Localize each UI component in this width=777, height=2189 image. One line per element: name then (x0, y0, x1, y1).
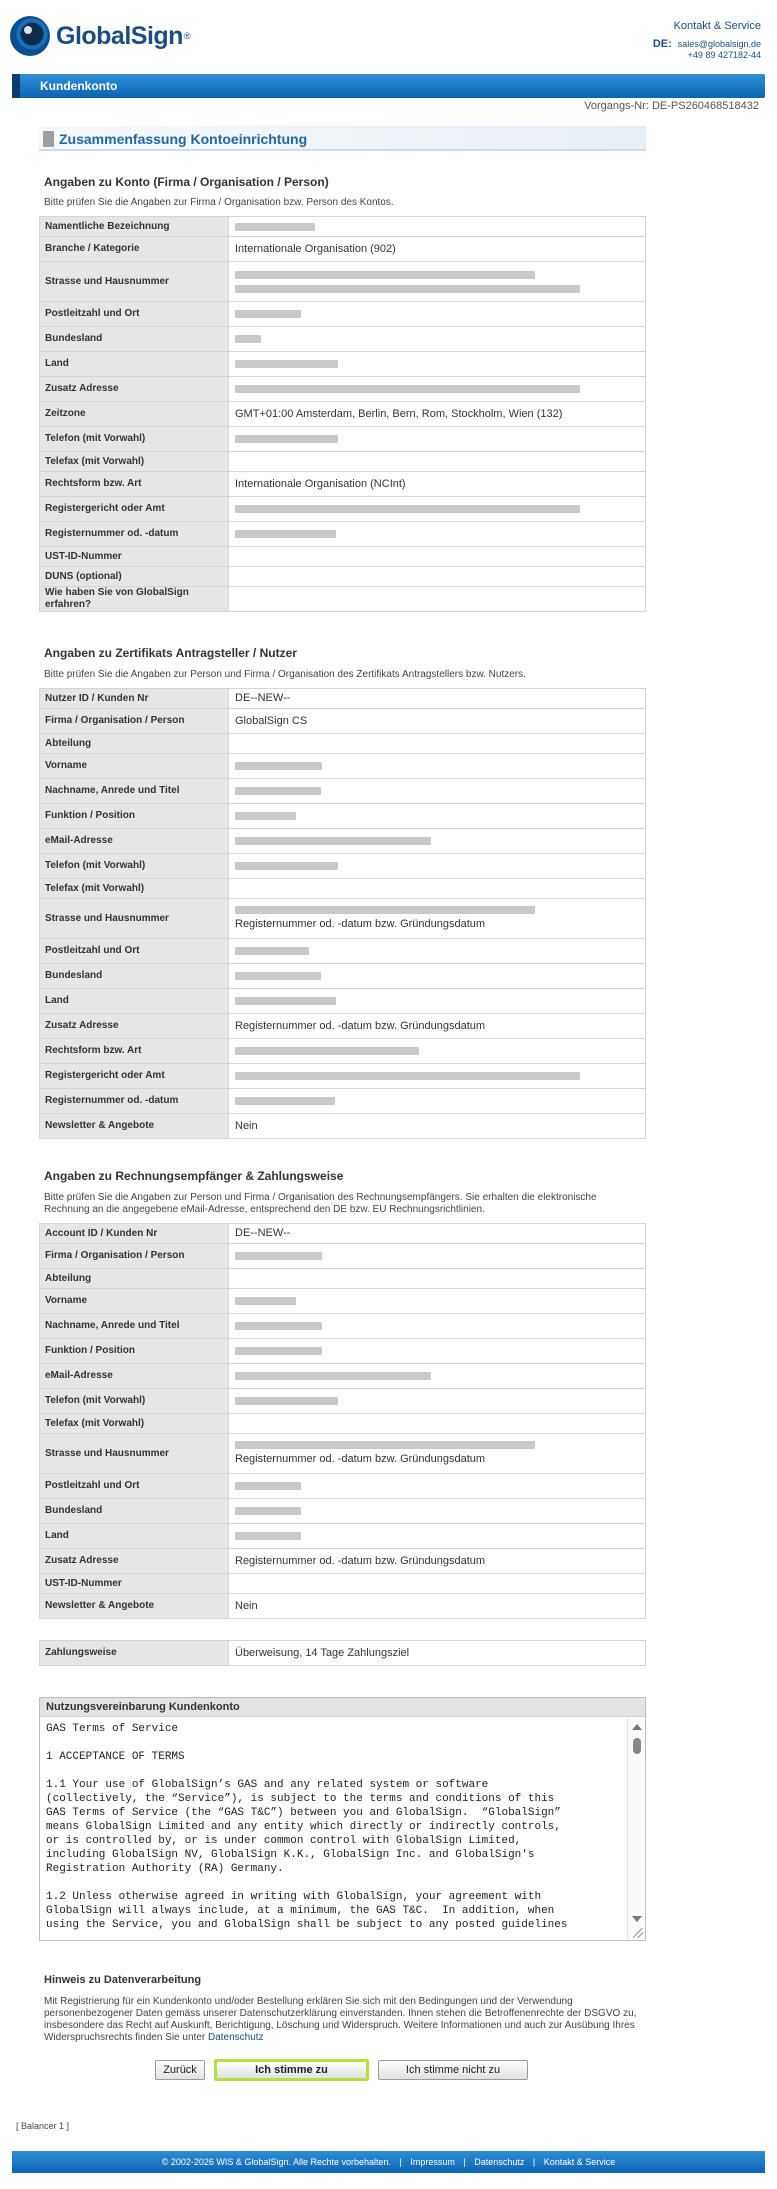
field-label-strasse-und-hausnummer: Strasse und Hausnummer (40, 899, 229, 939)
table-row (40, 754, 646, 779)
field-label-email-adresse: eMail-Adresse (40, 829, 229, 854)
field-value-text: DE--NEW-- (235, 692, 291, 704)
page-header (0, 0, 777, 72)
field-label-newsletter-angebote: Newsletter & Angebote (40, 1594, 229, 1619)
field-value-namentliche-bezeichnung (229, 217, 646, 237)
field-value-text: Registernummer od. -datum bzw. Gründungsdatum (235, 1019, 486, 1032)
field-value-funktion-position (229, 804, 646, 829)
field-value-branche-kategorie (229, 237, 646, 262)
redacted-value (235, 787, 321, 795)
redacted-value (235, 271, 535, 279)
field-label-ust-id-nummer: UST-ID-Nummer (40, 547, 229, 567)
summary-title-text: Zusammenfassung Kontoeinrichtung (59, 131, 308, 147)
field-value-zeitzone (229, 402, 646, 427)
field-value-text: Nein (235, 1119, 258, 1132)
redacted-value (235, 1507, 301, 1515)
redacted-value (235, 1297, 296, 1305)
field-value-nutzer-id-kunden-nr (229, 689, 646, 709)
redacted-value (235, 505, 580, 513)
footer-link-datenschutz[interactable]: Datenschutz (474, 2157, 525, 2167)
privacy-text (44, 1996, 644, 2044)
table-row (40, 1414, 646, 1434)
redacted-value (235, 1047, 419, 1055)
field-label-rechtsform-bzw-art: Rechtsform bzw. Art (40, 1039, 229, 1064)
table-row (40, 734, 646, 754)
table-row (40, 689, 646, 709)
field-label-registergericht-oder-amt: Registergericht oder Amt (40, 497, 229, 522)
field-label-vorname: Vorname (40, 754, 229, 779)
table-row (40, 522, 646, 547)
table-row (40, 427, 646, 452)
table-row (40, 1474, 646, 1499)
field-value-duns-optional (229, 567, 646, 587)
table-row (40, 879, 646, 899)
field-label-telefax-mit-vorwahl: Telefax (mit Vorwahl) (40, 879, 229, 899)
field-value-vorname (229, 1289, 646, 1314)
redacted-value (235, 1532, 301, 1540)
redacted-value (235, 1482, 301, 1490)
table-row (40, 829, 646, 854)
field-label-registernummer-od-datum: Registernummer od. -datum (40, 522, 229, 547)
field-label-wie-haben-sie-von-globalsign-erfahren: Wie haben Sie von GlobalSign erfahren? (40, 587, 229, 612)
table-row (40, 854, 646, 879)
field-value-postleitzahl-und-ort (229, 939, 646, 964)
table-row (40, 899, 646, 939)
field-value-postleitzahl-und-ort (229, 1474, 646, 1499)
privacy-heading: Hinweis zu Datenverarbeitung (44, 1974, 202, 1986)
contact-email[interactable]: sales@globalsign.de (677, 39, 761, 49)
redacted-value (235, 1322, 322, 1330)
field-label-registernummer-od-datum: Registernummer od. -datum (40, 1089, 229, 1114)
redacted-value (235, 530, 336, 538)
redacted-value (235, 1397, 338, 1405)
table-row (40, 327, 646, 352)
redacted-value (235, 862, 338, 870)
field-label-bundesland: Bundesland (40, 1499, 229, 1524)
redacted-value (235, 1372, 431, 1380)
payment-value: Überweisung, 14 Tage Zahlungsziel (229, 1641, 646, 1666)
field-label-land: Land (40, 352, 229, 377)
field-value-telefax-mit-vorwahl (229, 452, 646, 472)
field-value-bundesland (229, 964, 646, 989)
table-row (40, 964, 646, 989)
field-value-telefax-mit-vorwahl (229, 879, 646, 899)
agree-button[interactable]: Ich stimme zu (214, 2059, 369, 2081)
table-row (40, 1089, 646, 1114)
account-heading: Angaben zu Konto (Firma / Organisation / Person) (44, 175, 329, 189)
field-value-email-adresse (229, 1364, 646, 1389)
field-value-ust-id-nummer (229, 1574, 646, 1594)
redacted-value (235, 1072, 580, 1080)
field-label-zusatz-adresse: Zusatz Adresse (40, 377, 229, 402)
table-row (40, 472, 646, 497)
field-label-nachname-anrede-und-titel: Nachname, Anrede und Titel (40, 779, 229, 804)
field-label-ust-id-nummer: UST-ID-Nummer (40, 1574, 229, 1594)
table-row (40, 1314, 646, 1339)
table-row (40, 1269, 646, 1289)
field-value-nachname-anrede-und-titel (229, 1314, 646, 1339)
redacted-value (235, 1441, 535, 1449)
table-row (40, 1641, 646, 1666)
terms-textarea[interactable]: GAS Terms of Service 1 ACCEPTANCE OF TERMS 1.1 Your use of GlobalSign’s GAS and any related system or software (collectively, the “Service”), is subject to the terms and conditions of this GAS Terms of Service (the “GAS T&C”) between you and GlobalSign. “GlobalSign” means GlobalSign Limited and any entity which directly or indirectly controls, or is controlled by, or is under common control with GlobalSign Limited, including GlobalSign NV, GlobalSign K.K., GlobalSign Inc. and GlobalSign's Registration Authority (RA) Germany. 1.2 Unless otherwise agreed in writing with GlobalSign, your agreement with GlobalSign will always include, at a minimum, the GAS T&C. In addition, when using the Service, you and GlobalSign shall be subject to any posted guidelines (46, 1723, 568, 1931)
country-code: DE: (652, 38, 672, 50)
payment-table (39, 1640, 646, 1666)
field-label-telefon-mit-vorwahl: Telefon (mit Vorwahl) (40, 854, 229, 879)
billing-heading: Angaben zu Rechnungsempfänger & Zahlungsweise (44, 1169, 344, 1183)
table-row (40, 1549, 646, 1574)
logo-text: GlobalSign (56, 21, 183, 50)
field-value-text: DE--NEW-- (235, 1227, 291, 1239)
table-row (40, 1014, 646, 1039)
field-value-funktion-position (229, 1339, 646, 1364)
table-row (40, 709, 646, 734)
footer-copyright: © 2002-2026 WIS & GlobalSign. Alle Rechte vorbehalten. (161, 2157, 392, 2167)
field-label-rechtsform-bzw-art: Rechtsform bzw. Art (40, 472, 229, 497)
contact-phone: +49 89 427182-44 (687, 50, 761, 60)
redacted-value (235, 435, 338, 443)
disagree-button[interactable]: Ich stimme nicht zu (378, 2060, 528, 2080)
terms-scrollbar[interactable] (627, 1718, 645, 1940)
field-label-firma-organisation-person: Firma / Organisation / Person (40, 1244, 229, 1269)
table-row (40, 452, 646, 472)
back-button[interactable]: Zurück (155, 2060, 205, 2080)
field-value-zusatz-adresse (229, 1014, 646, 1039)
field-value-telefon-mit-vorwahl (229, 1389, 646, 1414)
field-value-text: GlobalSign CS (235, 714, 308, 727)
field-value-registergericht-oder-amt (229, 497, 646, 522)
field-value-abteilung (229, 734, 646, 754)
table-row (40, 587, 646, 612)
applicant-heading: Angaben zu Zertifikats Antragsteller / Nutzer (44, 646, 297, 660)
field-value-registernummer-od-datum (229, 522, 646, 547)
table-row (40, 989, 646, 1014)
summary-section-title (39, 126, 646, 151)
footer-link-impressum[interactable]: Impressum (410, 2157, 455, 2167)
field-value-land (229, 1524, 646, 1549)
field-value-zusatz-adresse (229, 1549, 646, 1574)
table-row (40, 237, 646, 262)
scroll-down-arrow-icon[interactable] (632, 1916, 642, 1922)
field-value-account-id-kunden-nr (229, 1224, 646, 1244)
field-label-telefax-mit-vorwahl: Telefax (mit Vorwahl) (40, 1414, 229, 1434)
field-label-funktion-position: Funktion / Position (40, 804, 229, 829)
footer-separator: | (532, 2157, 536, 2167)
field-label-newsletter-angebote: Newsletter & Angebote (40, 1114, 229, 1139)
table-row (40, 1389, 646, 1414)
field-label-zusatz-adresse: Zusatz Adresse (40, 1014, 229, 1039)
redacted-value (235, 812, 296, 820)
field-value-firma-organisation-person (229, 1244, 646, 1269)
table-row (40, 804, 646, 829)
redacted-value (235, 285, 580, 293)
table-row (40, 402, 646, 427)
redacted-value (235, 906, 535, 914)
footer-separator: | (463, 2157, 466, 2167)
field-label-registergericht-oder-amt: Registergericht oder Amt (40, 1064, 229, 1089)
redacted-value (235, 1252, 322, 1260)
table-row (40, 377, 646, 402)
field-value-text: Internationale Organisation (NCInt) (235, 477, 406, 490)
field-value-postleitzahl-und-ort (229, 302, 646, 327)
scroll-up-arrow-icon[interactable] (632, 1724, 642, 1730)
redacted-value (235, 1097, 335, 1105)
field-value-text: GMT+01:00 Amsterdam, Berlin, Bern, Rom, Stockholm, Wien (132) (235, 407, 563, 420)
contact-service-link[interactable]: Kontakt & Service (673, 20, 761, 32)
account-note: Bitte prüfen Sie die Angaben zur Firma / Organisation bzw. Person des Kontos. (44, 197, 394, 208)
field-value-text: Registernummer od. -datum bzw. Gründungsdatum (235, 1554, 486, 1567)
redacted-value (235, 997, 336, 1005)
terms-title: Nutzungsvereinbarung Kundenkonto (40, 1698, 645, 1717)
field-value-registergericht-oder-amt (229, 1064, 646, 1089)
field-label-postleitzahl-und-ort: Postleitzahl und Ort (40, 939, 229, 964)
field-label-bundesland: Bundesland (40, 327, 229, 352)
balancer-label: [ Balancer 1 ] (16, 2121, 70, 2131)
field-value-land (229, 352, 646, 377)
redacted-value (235, 385, 580, 393)
field-label-duns-optional: DUNS (optional) (40, 567, 229, 587)
field-label-funktion-position: Funktion / Position (40, 1339, 229, 1364)
field-label-strasse-und-hausnummer: Strasse und Hausnummer (40, 1434, 229, 1474)
applicant-table (39, 688, 646, 1139)
field-value-wie-haben-sie-von-globalsign-erfahren (229, 587, 646, 612)
field-value-rechtsform-bzw-art (229, 472, 646, 497)
account-bar-title: Kundenkonto (40, 79, 118, 93)
privacy-body: Mit Registrierung für ein Kundenkonto und/oder Bestellung erklären Sie sich mit den Bedingungen und der Verwendung personenbezogener Daten gemäss unserer Datenschutzerklärung einverstanden. Ihnen stehen die Betroffenenrechte der DSGVO zu, insbesondere das Recht auf Auskunft, Berichtigung, Löschung und Widerspruch. Weitere Informationen und auch zur Ausübung Ihres Widerspruchsrechts finden Sie unter (44, 1996, 637, 2043)
field-label-postleitzahl-und-ort: Postleitzahl und Ort (40, 1474, 229, 1499)
redacted-value (235, 837, 431, 845)
table-row (40, 217, 646, 237)
field-value-land (229, 989, 646, 1014)
field-value-rechtsform-bzw-art (229, 1039, 646, 1064)
table-row (40, 1339, 646, 1364)
table-row (40, 352, 646, 377)
table-row (40, 1524, 646, 1549)
redacted-value (235, 972, 321, 980)
table-row (40, 1434, 646, 1474)
table-row (40, 1499, 646, 1524)
field-value-text: Registernummer od. -datum bzw. Gründungsdatum (235, 1453, 486, 1465)
table-row (40, 1064, 646, 1089)
field-value-firma-organisation-person (229, 709, 646, 734)
field-label-account-id-kunden-nr: Account ID / Kunden Nr (40, 1224, 229, 1244)
field-value-abteilung (229, 1269, 646, 1289)
table-row (40, 1594, 646, 1619)
field-label-postleitzahl-und-ort: Postleitzahl und Ort (40, 302, 229, 327)
field-label-abteilung: Abteilung (40, 734, 229, 754)
field-label-telefon-mit-vorwahl: Telefon (mit Vorwahl) (40, 427, 229, 452)
globalsign-logo[interactable] (10, 16, 191, 56)
field-label-bundesland: Bundesland (40, 964, 229, 989)
field-value-registernummer-od-datum (229, 1089, 646, 1114)
field-label-nachname-anrede-und-titel: Nachname, Anrede und Titel (40, 1314, 229, 1339)
field-label-email-adresse: eMail-Adresse (40, 1364, 229, 1389)
contact-info (653, 39, 761, 61)
table-row (40, 1114, 646, 1139)
redacted-value (235, 223, 315, 231)
scroll-thumb[interactable] (633, 1738, 641, 1754)
table-row (40, 1224, 646, 1244)
field-label-land: Land (40, 989, 229, 1014)
field-value-bundesland (229, 1499, 646, 1524)
field-value-telefon-mit-vorwahl (229, 427, 646, 452)
field-value-telefon-mit-vorwahl (229, 854, 646, 879)
table-row (40, 547, 646, 567)
field-label-namentliche-bezeichnung: Namentliche Bezeichnung (40, 217, 229, 237)
table-row (40, 302, 646, 327)
field-label-telefon-mit-vorwahl: Telefon (mit Vorwahl) (40, 1389, 229, 1414)
field-value-strasse-und-hausnummer (229, 1434, 646, 1474)
table-row (40, 939, 646, 964)
field-label-zeitzone: Zeitzone (40, 402, 229, 427)
account-table (39, 216, 646, 612)
field-value-text: Internationale Organisation (902) (235, 242, 396, 255)
table-row (40, 1364, 646, 1389)
resize-grip-icon[interactable] (633, 1928, 643, 1938)
terms-box (39, 1697, 646, 1941)
table-row (40, 262, 646, 302)
field-value-text: Nein (235, 1599, 258, 1612)
redacted-value (235, 762, 322, 770)
field-value-strasse-und-hausnummer (229, 262, 646, 302)
field-label-vorname: Vorname (40, 1289, 229, 1314)
field-label-zusatz-adresse: Zusatz Adresse (40, 1549, 229, 1574)
field-value-nachname-anrede-und-titel (229, 779, 646, 804)
field-value-newsletter-angebote (229, 1114, 646, 1139)
transaction-number: Vorgangs-Nr: DE-PS260468518432 (584, 100, 759, 112)
footer-link-kontakt[interactable]: Kontakt & Service (543, 2157, 616, 2167)
field-label-branche-kategorie: Branche / Kategorie (40, 237, 229, 262)
field-value-zusatz-adresse (229, 377, 646, 402)
field-value-text: Registernummer od. -datum bzw. Gründungsdatum (235, 918, 486, 930)
redacted-value (235, 335, 261, 343)
field-label-strasse-und-hausnummer: Strasse und Hausnummer (40, 262, 229, 302)
account-bar (12, 74, 765, 98)
redacted-value (235, 1347, 322, 1355)
field-label-nutzer-id-kunden-nr: Nutzer ID / Kunden Nr (40, 689, 229, 709)
globalsign-logo-icon (10, 16, 50, 56)
table-row (40, 779, 646, 804)
redacted-value (235, 360, 338, 368)
field-value-strasse-und-hausnummer (229, 899, 646, 939)
field-value-newsletter-angebote (229, 1594, 646, 1619)
billing-table (39, 1223, 646, 1619)
field-value-bundesland (229, 327, 646, 352)
redacted-value (235, 947, 309, 955)
field-label-firma-organisation-person: Firma / Organisation / Person (40, 709, 229, 734)
field-label-land: Land (40, 1524, 229, 1549)
table-row (40, 1574, 646, 1594)
field-value-email-adresse (229, 829, 646, 854)
field-value-telefax-mit-vorwahl (229, 1414, 646, 1434)
billing-note: Bitte prüfen Sie die Angaben zur Person und Firma / Organisation des Rechnungsempfängers. Sie erhalten die elektronische Rechnung an die angegebene eMail-Adresse, entsprechend den DE bzw. EU Rechnungsrichtlinien. (44, 1192, 597, 1215)
privacy-link[interactable]: Datenschutz (207, 2032, 264, 2043)
payment-label: Zahlungsweise (40, 1641, 229, 1666)
table-row (40, 497, 646, 522)
logo-registered-mark: ® (183, 31, 191, 41)
footer-separator: | (399, 2157, 402, 2167)
field-label-telefax-mit-vorwahl: Telefax (mit Vorwahl) (40, 452, 229, 472)
redacted-value (235, 310, 301, 318)
table-row (40, 1289, 646, 1314)
field-value-ust-id-nummer (229, 547, 646, 567)
field-value-vorname (229, 754, 646, 779)
table-row (40, 1244, 646, 1269)
table-row (40, 1039, 646, 1064)
applicant-note: Bitte prüfen Sie die Angaben zur Person und Firma / Organisation des Zertifikats Antragstellers bzw. Nutzers. (44, 669, 526, 680)
page-footer (12, 2151, 765, 2173)
table-row (40, 567, 646, 587)
field-label-abteilung: Abteilung (40, 1269, 229, 1289)
